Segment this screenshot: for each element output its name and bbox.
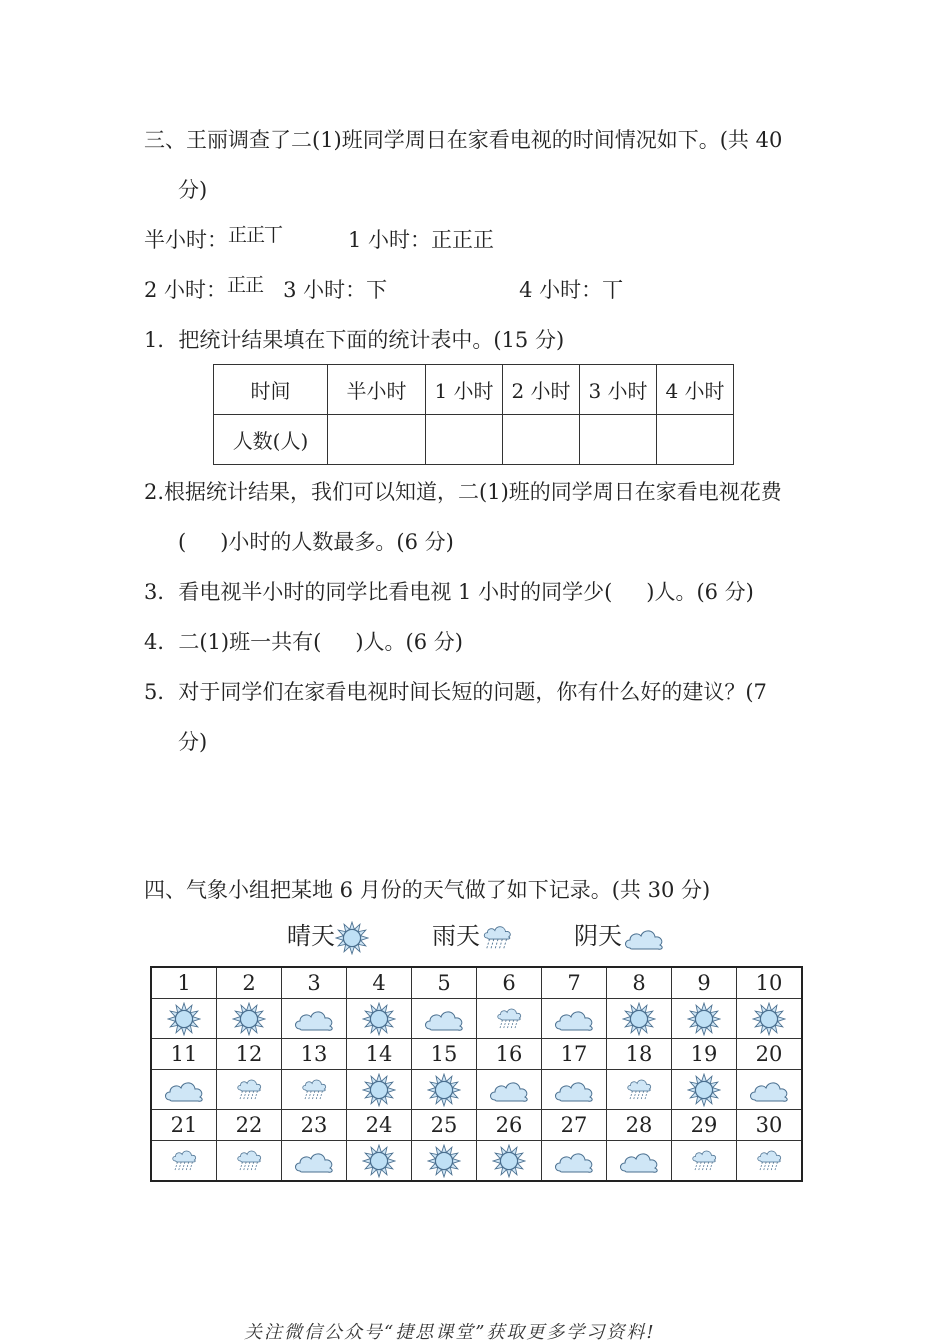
tally-marks-4-hours: 丅 xyxy=(602,278,624,302)
count-cell-4-hours[interactable] xyxy=(657,415,734,465)
q4-text-a: 4．二(1)班一共有( xyxy=(144,630,322,654)
calendar-day-number: 7 xyxy=(542,967,607,999)
calendar-day-number: 12 xyxy=(217,1039,282,1070)
cloud-icon xyxy=(542,1141,607,1182)
rain-icon xyxy=(477,999,542,1039)
tally-label-1-hour: 1 小时： xyxy=(348,228,432,252)
calendar-day-number: 1 xyxy=(151,967,217,999)
calendar-day-number: 26 xyxy=(477,1110,542,1141)
cloud-icon xyxy=(282,1141,347,1182)
cloud-icon xyxy=(412,999,477,1039)
calendar-day-number: 15 xyxy=(412,1039,477,1070)
question-2-line1: 2.根据统计结果，我们可以知道，二(1)班的同学周日在家看电视花费 xyxy=(144,480,782,504)
sun-icon xyxy=(347,1141,412,1182)
legend-sunny-label: 晴天 xyxy=(287,922,335,950)
calendar-weather-row xyxy=(151,1141,802,1182)
cloud-icon xyxy=(622,922,666,950)
tally-marks-1-hour: 正正正 xyxy=(431,228,495,252)
tally-marks-2-hours: 正正 xyxy=(227,274,264,296)
calendar-day-number: 24 xyxy=(347,1110,412,1141)
count-cell-half-hour[interactable] xyxy=(328,415,426,465)
q2-open-paren: ( xyxy=(178,530,187,554)
footer-note: 关注微信公众号“捷思课堂”获取更多学习资料! xyxy=(244,1322,656,1343)
cloud-icon xyxy=(542,999,607,1039)
legend-sunny xyxy=(287,916,369,955)
calendar-day-number: 23 xyxy=(282,1110,347,1141)
rain-icon xyxy=(217,1141,282,1182)
count-cell-3-hours[interactable] xyxy=(580,415,657,465)
calendar-day-number: 5 xyxy=(412,967,477,999)
tally-label-half-hour: 半小时： xyxy=(144,228,228,252)
tally-row-1 xyxy=(144,226,494,255)
calendar-day-number: 22 xyxy=(217,1110,282,1141)
section3-title-line2: 分) xyxy=(178,178,208,202)
q4-text-b: )人。(6 分) xyxy=(355,630,463,654)
rain-icon xyxy=(151,1141,217,1182)
q3-text-a: 3．看电视半小时的同学比看电视 1 小时的同学少( xyxy=(144,580,613,604)
calendar-day-number: 30 xyxy=(737,1110,803,1141)
statistics-table xyxy=(213,364,734,465)
q2-text: )小时的人数最多。(6 分) xyxy=(220,530,454,554)
q3-text-b: )人。(6 分) xyxy=(646,580,754,604)
calendar-day-number: 18 xyxy=(607,1039,672,1070)
calendar-day-number: 9 xyxy=(672,967,737,999)
tally-label-4-hours: 4 小时： xyxy=(519,278,603,302)
header-half-hour: 半小时 xyxy=(328,365,426,415)
calendar-day-number: 2 xyxy=(217,967,282,999)
statistics-count-row xyxy=(214,415,734,465)
header-time: 时间 xyxy=(214,365,328,415)
calendar-weather-row xyxy=(151,999,802,1039)
legend-rainy-label: 雨天 xyxy=(432,922,480,950)
sun-icon xyxy=(737,999,803,1039)
header-3-hours: 3 小时 xyxy=(580,365,657,415)
cloud-icon xyxy=(151,1070,217,1110)
rain-icon xyxy=(217,1070,282,1110)
calendar-weather-row xyxy=(151,1070,802,1110)
question-5-line1: 5．对于同学们在家看电视时间长短的问题，你有什么好的建议？(7 xyxy=(144,680,767,704)
count-cell-2-hours[interactable] xyxy=(503,415,580,465)
sun-icon xyxy=(607,999,672,1039)
calendar-day-row xyxy=(151,967,802,999)
calendar-day-number: 14 xyxy=(347,1039,412,1070)
row-label-count: 人数(人) xyxy=(214,415,328,465)
calendar-day-number: 25 xyxy=(412,1110,477,1141)
calendar-day-row xyxy=(151,1110,802,1141)
tally-marks-half-hour: 正正丅 xyxy=(228,224,283,246)
sun-icon xyxy=(347,1070,412,1110)
rain-icon xyxy=(480,922,514,950)
calendar-day-number: 4 xyxy=(347,967,412,999)
tally-label-2-hours: 2 小时： xyxy=(144,278,228,302)
calendar-day-number: 27 xyxy=(542,1110,607,1141)
sun-icon xyxy=(477,1141,542,1182)
rain-icon xyxy=(607,1070,672,1110)
legend-rainy xyxy=(432,916,514,953)
question-5-line2: 分) xyxy=(178,730,208,754)
header-2-hours: 2 小时 xyxy=(503,365,580,415)
question-1: 1．把统计结果填在下面的统计表中。(15 分) xyxy=(144,328,565,352)
header-4-hours: 4 小时 xyxy=(657,365,734,415)
rain-icon xyxy=(737,1141,803,1182)
sun-icon xyxy=(335,922,369,950)
sun-icon xyxy=(217,999,282,1039)
calendar-day-number: 21 xyxy=(151,1110,217,1141)
statistics-header-row xyxy=(214,365,734,415)
calendar-day-row xyxy=(151,1039,802,1070)
rain-icon xyxy=(282,1070,347,1110)
sun-icon xyxy=(151,999,217,1039)
calendar-day-number: 10 xyxy=(737,967,803,999)
calendar-day-number: 19 xyxy=(672,1039,737,1070)
question-4 xyxy=(144,628,463,656)
calendar-day-number: 6 xyxy=(477,967,542,999)
question-3 xyxy=(144,578,754,606)
cloud-icon xyxy=(477,1070,542,1110)
calendar-day-number: 11 xyxy=(151,1039,217,1070)
sun-icon xyxy=(672,999,737,1039)
legend-cloudy xyxy=(574,916,666,953)
sun-icon xyxy=(412,1070,477,1110)
sun-icon xyxy=(412,1141,477,1182)
calendar-day-number: 28 xyxy=(607,1110,672,1141)
tally-label-3-hours: 3 小时： xyxy=(283,278,367,302)
tally-marks-3-hours: 下 xyxy=(366,278,388,302)
tally-row-2 xyxy=(144,276,623,305)
cloud-icon xyxy=(737,1070,803,1110)
calendar-day-number: 16 xyxy=(477,1039,542,1070)
section3-title-line1: 三、王丽调查了二(1)班同学周日在家看电视的时间情况如下。(共 40 xyxy=(144,128,783,152)
weather-calendar-table xyxy=(150,966,803,1182)
rain-icon xyxy=(672,1141,737,1182)
cloud-icon xyxy=(282,999,347,1039)
calendar-day-number: 3 xyxy=(282,967,347,999)
question-2-line2 xyxy=(178,528,454,556)
cloud-icon xyxy=(607,1141,672,1182)
calendar-day-number: 29 xyxy=(672,1110,737,1141)
calendar-day-number: 17 xyxy=(542,1039,607,1070)
calendar-day-number: 8 xyxy=(607,967,672,999)
calendar-day-number: 20 xyxy=(737,1039,803,1070)
sun-icon xyxy=(347,999,412,1039)
header-1-hour: 1 小时 xyxy=(426,365,503,415)
count-cell-1-hour[interactable] xyxy=(426,415,503,465)
sun-icon xyxy=(672,1070,737,1110)
section4-title: 四、气象小组把某地 6 月份的天气做了如下记录。(共 30 分) xyxy=(144,878,711,902)
legend-cloudy-label: 阴天 xyxy=(574,922,622,950)
calendar-day-number: 13 xyxy=(282,1039,347,1070)
cloud-icon xyxy=(542,1070,607,1110)
